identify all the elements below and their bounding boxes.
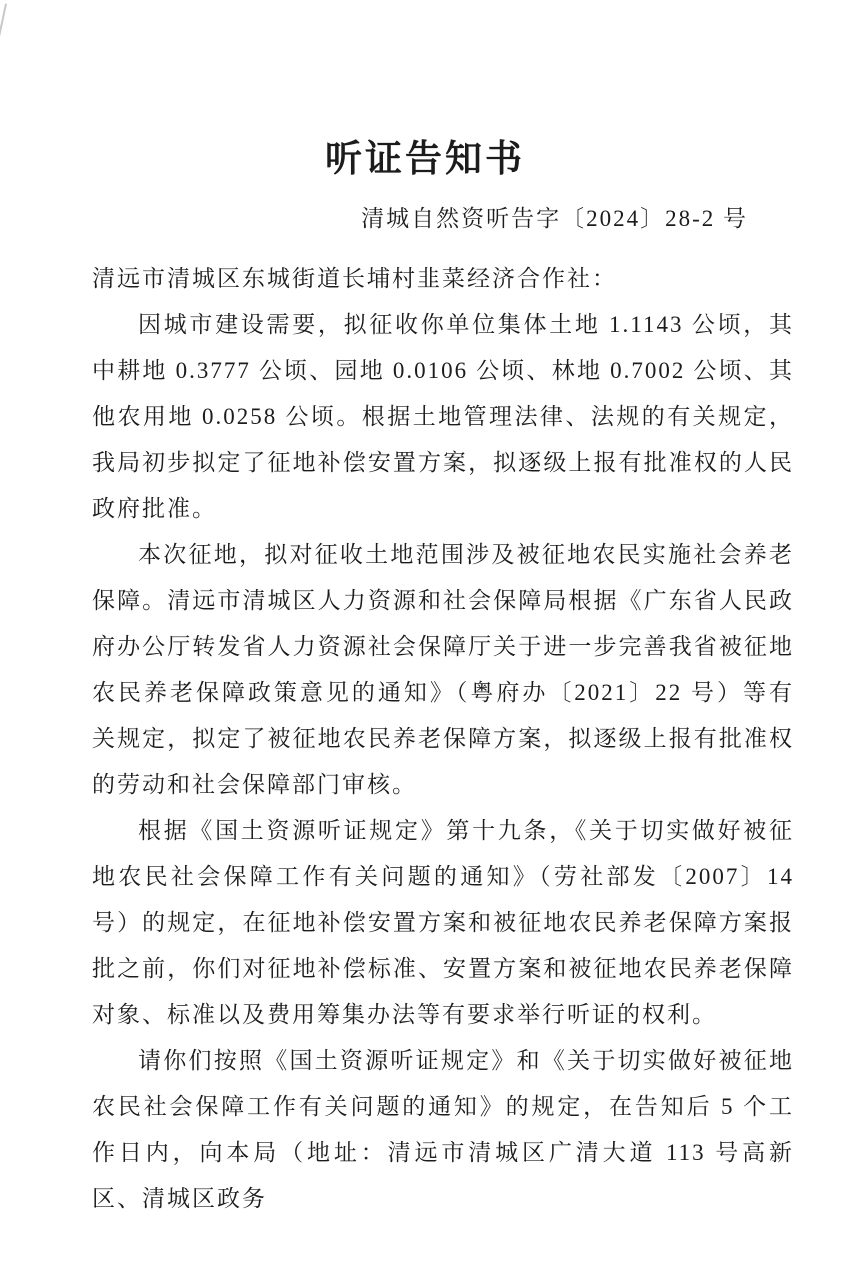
paragraph-hearing-request-instructions: 请你们按照《国土资源听证规定》和《关于切实做好被征地农民社会保障工作有关问题的通知》的规定，在告知后 5 个工作日内，向本局（地址：清远市清城区广清大道 113 号高新区、清城区政务 bbox=[92, 1048, 794, 1212]
paragraph-social-security-plan: 本次征地，拟对征收土地范围涉及被征地农民实施社会养老保障。清远市清城区人力资源和社会保障局根据《广东省人民政府办公厅转发省人力资源社会保障厅关于进一步完善我省被征地农民养老保障政策意见的通知》（粤府办〔2021〕22 号）等有关规定，拟定了被征地农民养老保障方案，拟逐级上报有批准权的劳动和社会保障部门审核。 bbox=[92, 542, 794, 798]
paragraph-land-acquisition: 因城市建设需要，拟征收你单位集体土地 1.1143 公顷，其中耕地 0.3777 公顷、园地 0.0106 公顷、林地 0.7002 公顷、其他农用地 0.0258 公顷。根据土地管理法律、法规的有关规定，我局初步拟定了征地补偿安置方案，拟逐级上报有批准权的人民政府批准。 bbox=[92, 312, 794, 522]
addressee-line: 清远市清城区东城街道长埔村韭菜经济合作社： bbox=[92, 266, 617, 292]
document-body bbox=[92, 256, 794, 1222]
document-number: 清城自然资听告字〔2024〕28-2 号 bbox=[361, 206, 748, 232]
document-title: 听证告知书 bbox=[325, 139, 525, 180]
paragraph-hearing-rights: 根据《国土资源听证规定》第十九条，《关于切实做好被征地农民社会保障工作有关问题的通知》（劳社部发〔2007〕14 号）的规定，在征地补偿安置方案和被征地农民养老保障方案报批之前，你们对征地补偿标准、安置方案和被征地农民养老保障对象、标准以及费用筹集办法等有要求举行听证的权利。 bbox=[92, 818, 794, 1028]
